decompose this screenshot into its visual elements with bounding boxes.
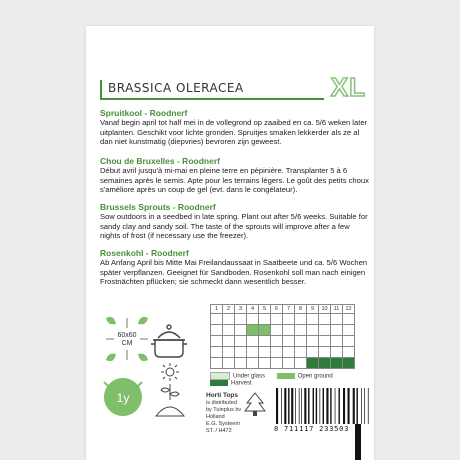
section-text: Vanaf begin april tot half mei in de vollegrond op zaaibed en ca. 5/6 weken later uitplanten. Geschikt voor lichte gronden. Spruitjes smaken lekkerder als ze al dan niet kunstmatig (diepvries) bevroren zijn geweest. bbox=[100, 118, 368, 147]
calendar-cell bbox=[259, 325, 271, 336]
calendar-row bbox=[211, 314, 355, 325]
section-title: Chou de Bruxelles - Roodnerf bbox=[100, 156, 220, 166]
calendar-cell bbox=[259, 347, 271, 358]
calendar-cell bbox=[331, 336, 343, 347]
spacing-unit: CM bbox=[121, 340, 133, 347]
calendar-cell bbox=[235, 336, 247, 347]
calendar-cell bbox=[223, 358, 235, 369]
calendar-cell bbox=[235, 314, 247, 325]
barcode-bar bbox=[357, 388, 358, 424]
calendar-cell bbox=[223, 336, 235, 347]
calendar-cell bbox=[271, 314, 283, 325]
section-text: Sow outdoors in a seedbed in late spring. Plant out after 5/6 weeks. Suitable for sandy clay and sandy soil. The taste of the sprouts will improve after a few nights of frost (if necessary use the freezer). bbox=[100, 212, 368, 241]
calendar-cell bbox=[331, 325, 343, 336]
calendar-cell bbox=[319, 314, 331, 325]
plant-growth-icon bbox=[150, 362, 190, 422]
barcode-bar bbox=[284, 388, 286, 424]
month-header: 11 bbox=[331, 305, 343, 314]
calendar-cell bbox=[283, 325, 295, 336]
calendar-cell bbox=[307, 314, 319, 325]
calendar-rows bbox=[211, 314, 355, 369]
barcode-bar bbox=[335, 388, 336, 424]
calendar-cell bbox=[235, 325, 247, 336]
barcode-bar bbox=[339, 388, 340, 424]
barcode-bar bbox=[368, 388, 369, 424]
month-header: 6 bbox=[271, 305, 283, 314]
calendar-cell bbox=[211, 325, 223, 336]
section-german bbox=[100, 248, 372, 287]
section-title: Brussels Sprouts - Roodnerf bbox=[100, 202, 216, 212]
company-name: Horti Tops bbox=[206, 392, 239, 399]
calendar-cell bbox=[235, 347, 247, 358]
calendar-cell bbox=[259, 336, 271, 347]
calendar-cell bbox=[247, 314, 259, 325]
calendar-cell bbox=[319, 336, 331, 347]
barcode-bar bbox=[330, 388, 331, 424]
species-header bbox=[100, 72, 368, 102]
cut-mark bbox=[355, 424, 361, 460]
calendar-cell bbox=[271, 336, 283, 347]
barcode-bar bbox=[276, 388, 278, 424]
calendar-cell bbox=[223, 347, 235, 358]
cooking-pot-icon bbox=[148, 318, 190, 362]
calendar-cell bbox=[223, 314, 235, 325]
calendar-cell bbox=[283, 358, 295, 369]
calendar-cell bbox=[331, 347, 343, 358]
calendar-cell bbox=[319, 347, 331, 358]
calendar-cell bbox=[259, 358, 271, 369]
legend-under-glass: Under glass bbox=[233, 373, 266, 380]
calendar-table bbox=[210, 304, 355, 369]
calendar-cell bbox=[283, 347, 295, 358]
calendar-cell bbox=[211, 358, 223, 369]
legend-harvest: Harvest bbox=[231, 380, 252, 387]
calendar-cell bbox=[343, 347, 355, 358]
calendar-cell bbox=[343, 358, 355, 369]
barcode-number: 8 711117 233503 bbox=[274, 425, 350, 433]
calendar-cell bbox=[235, 358, 247, 369]
harvest-swatch bbox=[210, 380, 228, 386]
section-french bbox=[100, 156, 372, 195]
calendar-cell bbox=[295, 325, 307, 336]
calendar-cell bbox=[307, 358, 319, 369]
barcode-bar bbox=[323, 388, 324, 424]
barcode-bar bbox=[281, 388, 282, 424]
barcode-bar bbox=[353, 388, 355, 424]
barcode-bar bbox=[364, 388, 365, 424]
barcode-bar bbox=[313, 388, 314, 424]
month-header: 5 bbox=[259, 305, 271, 314]
calendar-cell bbox=[211, 336, 223, 347]
under-glass-swatch bbox=[210, 372, 230, 380]
calendar-cell bbox=[295, 347, 307, 358]
calendar-cell bbox=[211, 347, 223, 358]
calendar-cell bbox=[295, 336, 307, 347]
barcode-bar bbox=[304, 388, 306, 424]
barcode-bar bbox=[301, 388, 302, 424]
barcode-bar bbox=[343, 388, 345, 424]
species-name: BRASSICA OLERACEA bbox=[108, 81, 244, 95]
size-badge: XL bbox=[330, 72, 366, 102]
calendar-cell bbox=[259, 314, 271, 325]
calendar-row bbox=[211, 336, 355, 347]
month-header: 8 bbox=[295, 305, 307, 314]
barcode bbox=[274, 388, 370, 426]
month-header: 10 bbox=[319, 305, 331, 314]
company-info: Horti Tops is distributed by Tuinplus bv Holland E.G. Systeem ST. / H472 bbox=[206, 392, 242, 434]
barcode-bar bbox=[348, 388, 350, 424]
calendar-cell bbox=[247, 347, 259, 358]
calendar-cell bbox=[307, 347, 319, 358]
calendar-cell bbox=[247, 336, 259, 347]
barcode-bar bbox=[295, 388, 296, 424]
calendar-cell bbox=[271, 358, 283, 369]
calendar-cell bbox=[319, 358, 331, 369]
calendar-cell bbox=[247, 325, 259, 336]
barcode-bar bbox=[299, 388, 300, 424]
growing-icons bbox=[100, 312, 190, 422]
calendar-cell bbox=[271, 325, 283, 336]
barcode-bar bbox=[316, 388, 317, 424]
seed-packet-back bbox=[86, 26, 374, 460]
month-header: 9 bbox=[307, 305, 319, 314]
calendar-cell bbox=[307, 325, 319, 336]
barcode-bar bbox=[291, 388, 293, 424]
month-header: 3 bbox=[235, 305, 247, 314]
section-dutch bbox=[100, 108, 372, 147]
month-header: 2 bbox=[223, 305, 235, 314]
open-ground-swatch bbox=[277, 373, 295, 379]
calendar-row bbox=[211, 325, 355, 336]
calendar-cell bbox=[343, 314, 355, 325]
calendar-cell bbox=[247, 358, 259, 369]
spacing-value: 60x60 bbox=[117, 332, 137, 339]
calendar-cell bbox=[319, 325, 331, 336]
month-header: 1 bbox=[211, 305, 223, 314]
barcode-bar bbox=[326, 388, 328, 424]
calendar-cell bbox=[283, 314, 295, 325]
barcode-bar bbox=[308, 388, 309, 424]
calendar-row bbox=[211, 347, 355, 358]
barcode-bar bbox=[288, 388, 289, 424]
calendar-legend bbox=[210, 372, 374, 387]
section-title: Spruitkool - Roodnerf bbox=[100, 108, 188, 118]
calendar-cell bbox=[343, 325, 355, 336]
sowing-calendar bbox=[210, 304, 370, 369]
legend-open-ground: Open ground bbox=[297, 373, 333, 380]
calendar-cell bbox=[283, 336, 295, 347]
spacing-icon bbox=[100, 312, 154, 366]
calendar-row bbox=[211, 358, 355, 369]
duration-icon bbox=[100, 374, 146, 420]
calendar-cell bbox=[331, 358, 343, 369]
month-header: 12 bbox=[343, 305, 355, 314]
barcode-bar bbox=[320, 388, 321, 424]
calendar-cell bbox=[211, 314, 223, 325]
calendar-cell bbox=[343, 336, 355, 347]
calendar-cell bbox=[307, 336, 319, 347]
duration-value: 1y bbox=[116, 391, 130, 405]
month-header: 4 bbox=[247, 305, 259, 314]
barcode-bar bbox=[361, 388, 362, 424]
calendar-cell bbox=[331, 314, 343, 325]
company-logo bbox=[240, 390, 270, 420]
calendar-cell bbox=[295, 314, 307, 325]
section-english bbox=[100, 202, 372, 241]
section-text: Ab Anfang April bis Mitte Mai Freilandaussaat in Saatbeete und ca. 5/6 Wochen später verpflanzen. Geeignet für Sandboden. Rosenkohl soll man nach einigen Frostnächten pflücken; sie schmeckt dann wesentlich besser. bbox=[100, 258, 368, 287]
section-title: Rosenkohl - Roodnerf bbox=[100, 248, 189, 258]
section-text: Début avril jusqu'à mi-mai en pleine terre en pépinière. Transplanter 5 à 6 semaines après le semis. Apte pour les terrains légers. Le goût des petits choux s'améliore après un coup de gel (evt. dans le congélateur). bbox=[100, 166, 369, 195]
month-header: 7 bbox=[283, 305, 295, 314]
calendar-cell bbox=[271, 347, 283, 358]
calendar-cell bbox=[295, 358, 307, 369]
calendar-cell bbox=[223, 325, 235, 336]
